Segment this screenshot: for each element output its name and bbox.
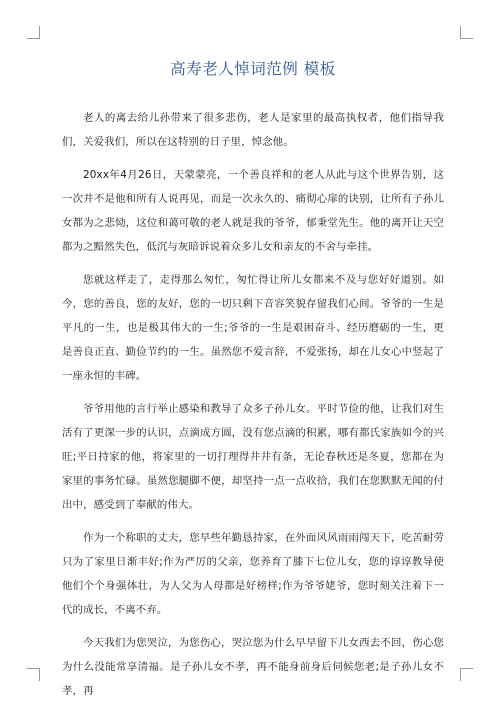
page-corner-mark-top-left [27,26,40,39]
paragraph-5: 作为一个称职的丈夫，您早些年勤恳持家，在外面风风雨雨闯天下，吃苦耐劳只为了家里日渐丰好;作为严厉的父亲，您养育了膝下七位儿女，您的谆谆教导使他们个个身强体壮，为人父为人母都是好榜样;作为爷爷姥爷，您时刻关注着下一代的成长，不离不弃。 [62,532,444,616]
page-corner-mark-bottom-right [460,668,473,681]
paragraph-4: 爷爷用他的言行举止感染和教导了众多子孙儿女。平时节俭的他，让我们对生活有了更深一步的认识，点滴成方圆，没有您点滴的积累，哪有都氏家族如今的兴旺;平日持家的他，将家里的一切打理得井井有条，无论春秋还是冬夏，您都在为家里的事务忙碌。虽然您腿脚不便，却坚持一点一点收拾，我们在您默默无闻的付出中，感受到了奉献的伟大。 [62,403,444,511]
document-page [62,58,444,712]
paragraph-3: 您就这样走了，走得那么匆忙，匆忙得让所儿女都来不及与您好好道别。如今，您的善良，您的友好，您的一切只剩下音容笑貌存留我们心间。爷爷的一生是平凡的一生，也是极其伟大的一生;爷爷的一生是艰困奋斗、经历磨砺的一生，更是善良正直、勤俭节约的一生。虽然您不爱言辞，不爱张扬，却在儿女心中竖起了一座永恒的丰碑。 [62,274,444,382]
page-corner-mark-bottom-left [27,668,40,681]
paragraph-6: 今天我们为您哭泣，为您伤心，哭泣您为什么早早留下儿女西去不回，伤心您为什么没能常享清福。是子孙儿女不孝，再不能身前身后伺候您老;是子孙儿女不孝，再 [62,637,444,697]
page-corner-mark-top-right [460,26,473,39]
document-title: 高寿老人悼词范例 模板 [170,60,336,78]
paragraph-2: 20xx年4月26日，天蒙蒙亮，一个善良祥和的老人从此与这个世界告别，这一次并不是他和所有人说再见，而是一次永久的、痛彻心扉的诀别，让所有子孙儿女都为之悲恸，这位和蔼可敬的老人就是我的爷爷，郁秉堂先生。他的离开让天空都为之黯然失色，低沉与灰暗诉说着众多儿女和亲友的不舍与牵挂。 [62,169,444,253]
paragraph-1: 老人的离去给儿孙带来了很多悲伤，老人是家里的最高执权者，他们指导我们，关爱我们，所以在这特别的日子里，悼念他。 [62,112,444,148]
